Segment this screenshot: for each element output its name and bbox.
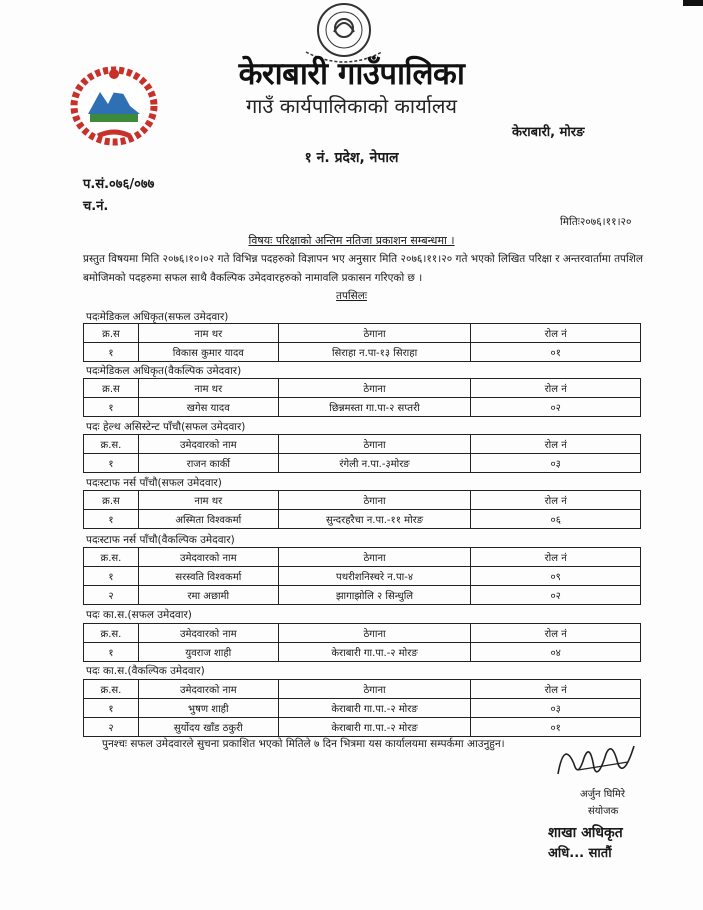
table-cell: ०१ [471,718,641,737]
table-cell: ०२ [471,398,641,417]
document-date: मितिः२०७६।११।२० [560,216,632,228]
table-cell: छिन्नमस्ता गा.पा-२ सप्तरी [278,398,471,417]
stamp-title: शाखा अधिकृत [548,825,623,841]
column-header: क्र.स. [84,435,139,454]
subject-line: विषयः परिक्षाको अन्तिम नतिजा प्रकाशन सम्बन्धमा । [248,234,455,247]
table-cell: अस्मिता विश्वकर्मा [138,510,278,529]
dispatch-number: च.नं. [83,199,109,214]
table-cell: खगेस यादव [138,398,278,417]
column-header: रोल नं [471,435,641,454]
column-header: ठेगाना [278,435,471,454]
column-header: रोल नं [471,491,641,510]
column-header: उमेदवारको नाम [138,680,278,699]
table-row [84,567,641,586]
table-cell: ०३ [471,454,641,473]
table-row [84,586,641,605]
table-header-row [84,379,641,398]
table-cell: ०४ [471,643,641,662]
signer-name: अर्जुन घिमिरे [580,789,625,800]
results-table [83,323,641,362]
column-header: ठेगाना [278,624,471,643]
table-cell: १ [84,454,139,473]
table-cell: केराबारी गा.पा.-२ मोरङ [278,643,471,662]
table-header-row [84,680,641,699]
province-line: १ नं. प्रदेश, नेपाल [304,150,399,166]
postscript-note: पुनश्चः सफल उमेदवारले सुचना प्रकाशित भएको मितिले ७ दिन भित्रमा यस कार्यालयमा सम्पर्कमा आउनुहुन। [102,738,505,750]
table-cell: केराबारी गा.पा.-२ मोरङ [278,699,471,718]
column-header: क्र.स. [84,548,139,567]
body-paragraph: प्रस्तुत विषयमा मिति २०७६।१०।०२ गते विभिन्न पदहरुको विज्ञापन भए अनुसार मिति २०७६।११।२० गते भएको लिखित परिक्षा र अन्तरवार्तामा तपशिल बमोजिमको पदहरुमा सफल साथै वैकल्पिक उमेदवारहरुको नामावलि प्रकासन गरिएको छ । [83,253,643,284]
table-row [84,343,641,362]
column-header: रोल नं [471,624,641,643]
office-name: गाउँ कार्यपालिकाको कार्यालय [245,94,458,118]
table-header-row [84,324,641,343]
column-header: ठेगाना [278,379,471,398]
results-table [83,679,641,737]
table-cell: झागाझोलि २ सिन्धुलि [278,586,471,605]
post-title: पदःमेडिकल अधिकृत(सफल उमेदवार) [86,311,229,323]
table-cell: ०३ [471,699,641,718]
column-header: रोल नं [471,680,641,699]
stamp-subtitle: अधि... सातौं [548,846,612,861]
table-cell: ०२ [471,586,641,605]
column-header: क्र.स. [84,624,139,643]
results-table [83,547,641,605]
results-table [83,434,641,473]
table-header-row [84,548,641,567]
handwritten-signature-icon [548,734,640,790]
table-cell: ०९ [471,567,641,586]
table-cell: २ [84,586,139,605]
column-header: क्र.स [84,324,139,343]
table-cell: रमा अछामी [138,586,278,605]
table-cell: सुन्दरहरैचा न.पा.-११ मोरङ [278,510,471,529]
table-cell: युवराज शाही [138,643,278,662]
column-header: रोल नं [471,324,641,343]
table-cell: केराबारी गा.पा.-२ मोरङ [278,718,471,737]
column-header: नाम थर [138,491,278,510]
table-cell: १ [84,398,139,417]
table-header-row [84,435,641,454]
table-row [84,699,641,718]
table-cell: ०१ [471,343,641,362]
table-row [84,510,641,529]
table-header-row [84,624,641,643]
column-header: क्र.स [84,379,139,398]
column-header: उमेदवारको नाम [138,548,278,567]
post-title: पदः का.स.(वैकल्पिक उमेदवार) [86,665,205,677]
table-cell: सिराहा न.पा-१३ सिराहा [278,343,471,362]
results-table [83,623,641,662]
post-title: पदः हेल्थ असिस्टेन्ट पाँचौ(सफल उमेदवार) [86,421,246,433]
table-cell: १ [84,343,139,362]
table-cell: ०६ [471,510,641,529]
scan-edge-mark [683,0,703,6]
column-header: रोल नं [471,379,641,398]
column-header: ठेगाना [278,324,471,343]
column-header: नाम थर [138,379,278,398]
table-cell: १ [84,510,139,529]
table-header-row [84,491,641,510]
table-cell: भुषण शाही [138,699,278,718]
table-cell: विकास कुमार यादव [138,343,278,362]
organization-name: केराबारी गाउँपालिका [238,56,465,92]
table-cell: १ [84,567,139,586]
table-row [84,643,641,662]
table-cell: २ [84,718,139,737]
column-header: क्र.स. [84,680,139,699]
results-table [83,378,641,417]
table-cell: १ [84,699,139,718]
table-cell: १ [84,643,139,662]
table-cell: राजन कार्की [138,454,278,473]
column-header: नाम थर [138,324,278,343]
column-header: उमेदवारको नाम [138,624,278,643]
column-header: रोल नं [471,548,641,567]
post-title: पदःस्टाफ नर्स पाँचौ(वैकल्पिक उमेदवार) [86,534,235,546]
results-table [83,490,641,529]
table-cell: सरस्वति विश्वकर्मा [138,567,278,586]
table-row [84,454,641,473]
details-heading: तपसिलः [335,290,367,302]
reference-number: प.सं.०७६/०७७ [83,177,155,192]
post-title: पदः का.स.(सफल उमेदवार) [86,609,192,621]
table-row [84,398,641,417]
table-cell: सुर्योदय खाँड ठकुरी [138,718,278,737]
column-header: ठेगाना [278,491,471,510]
column-header: उमेदवारको नाम [138,435,278,454]
column-header: ठेगाना [278,680,471,699]
office-address: केराबारी, मोरङ [512,125,585,140]
post-title: पदःस्टाफ नर्स पाँचौ(सफल उमेदवार) [86,477,222,489]
column-header: क्र.स [84,491,139,510]
table-cell: पथरीशनिस्चरे न.पा-४ [278,567,471,586]
column-header: ठेगाना [278,548,471,567]
table-cell: रंगेली न.पा.-३मोरङ [278,454,471,473]
post-title: पदःमेडिकल अधिकृत(वैकल्पिक उमेदवार) [86,365,242,377]
signer-role: संयोजक [588,806,619,817]
